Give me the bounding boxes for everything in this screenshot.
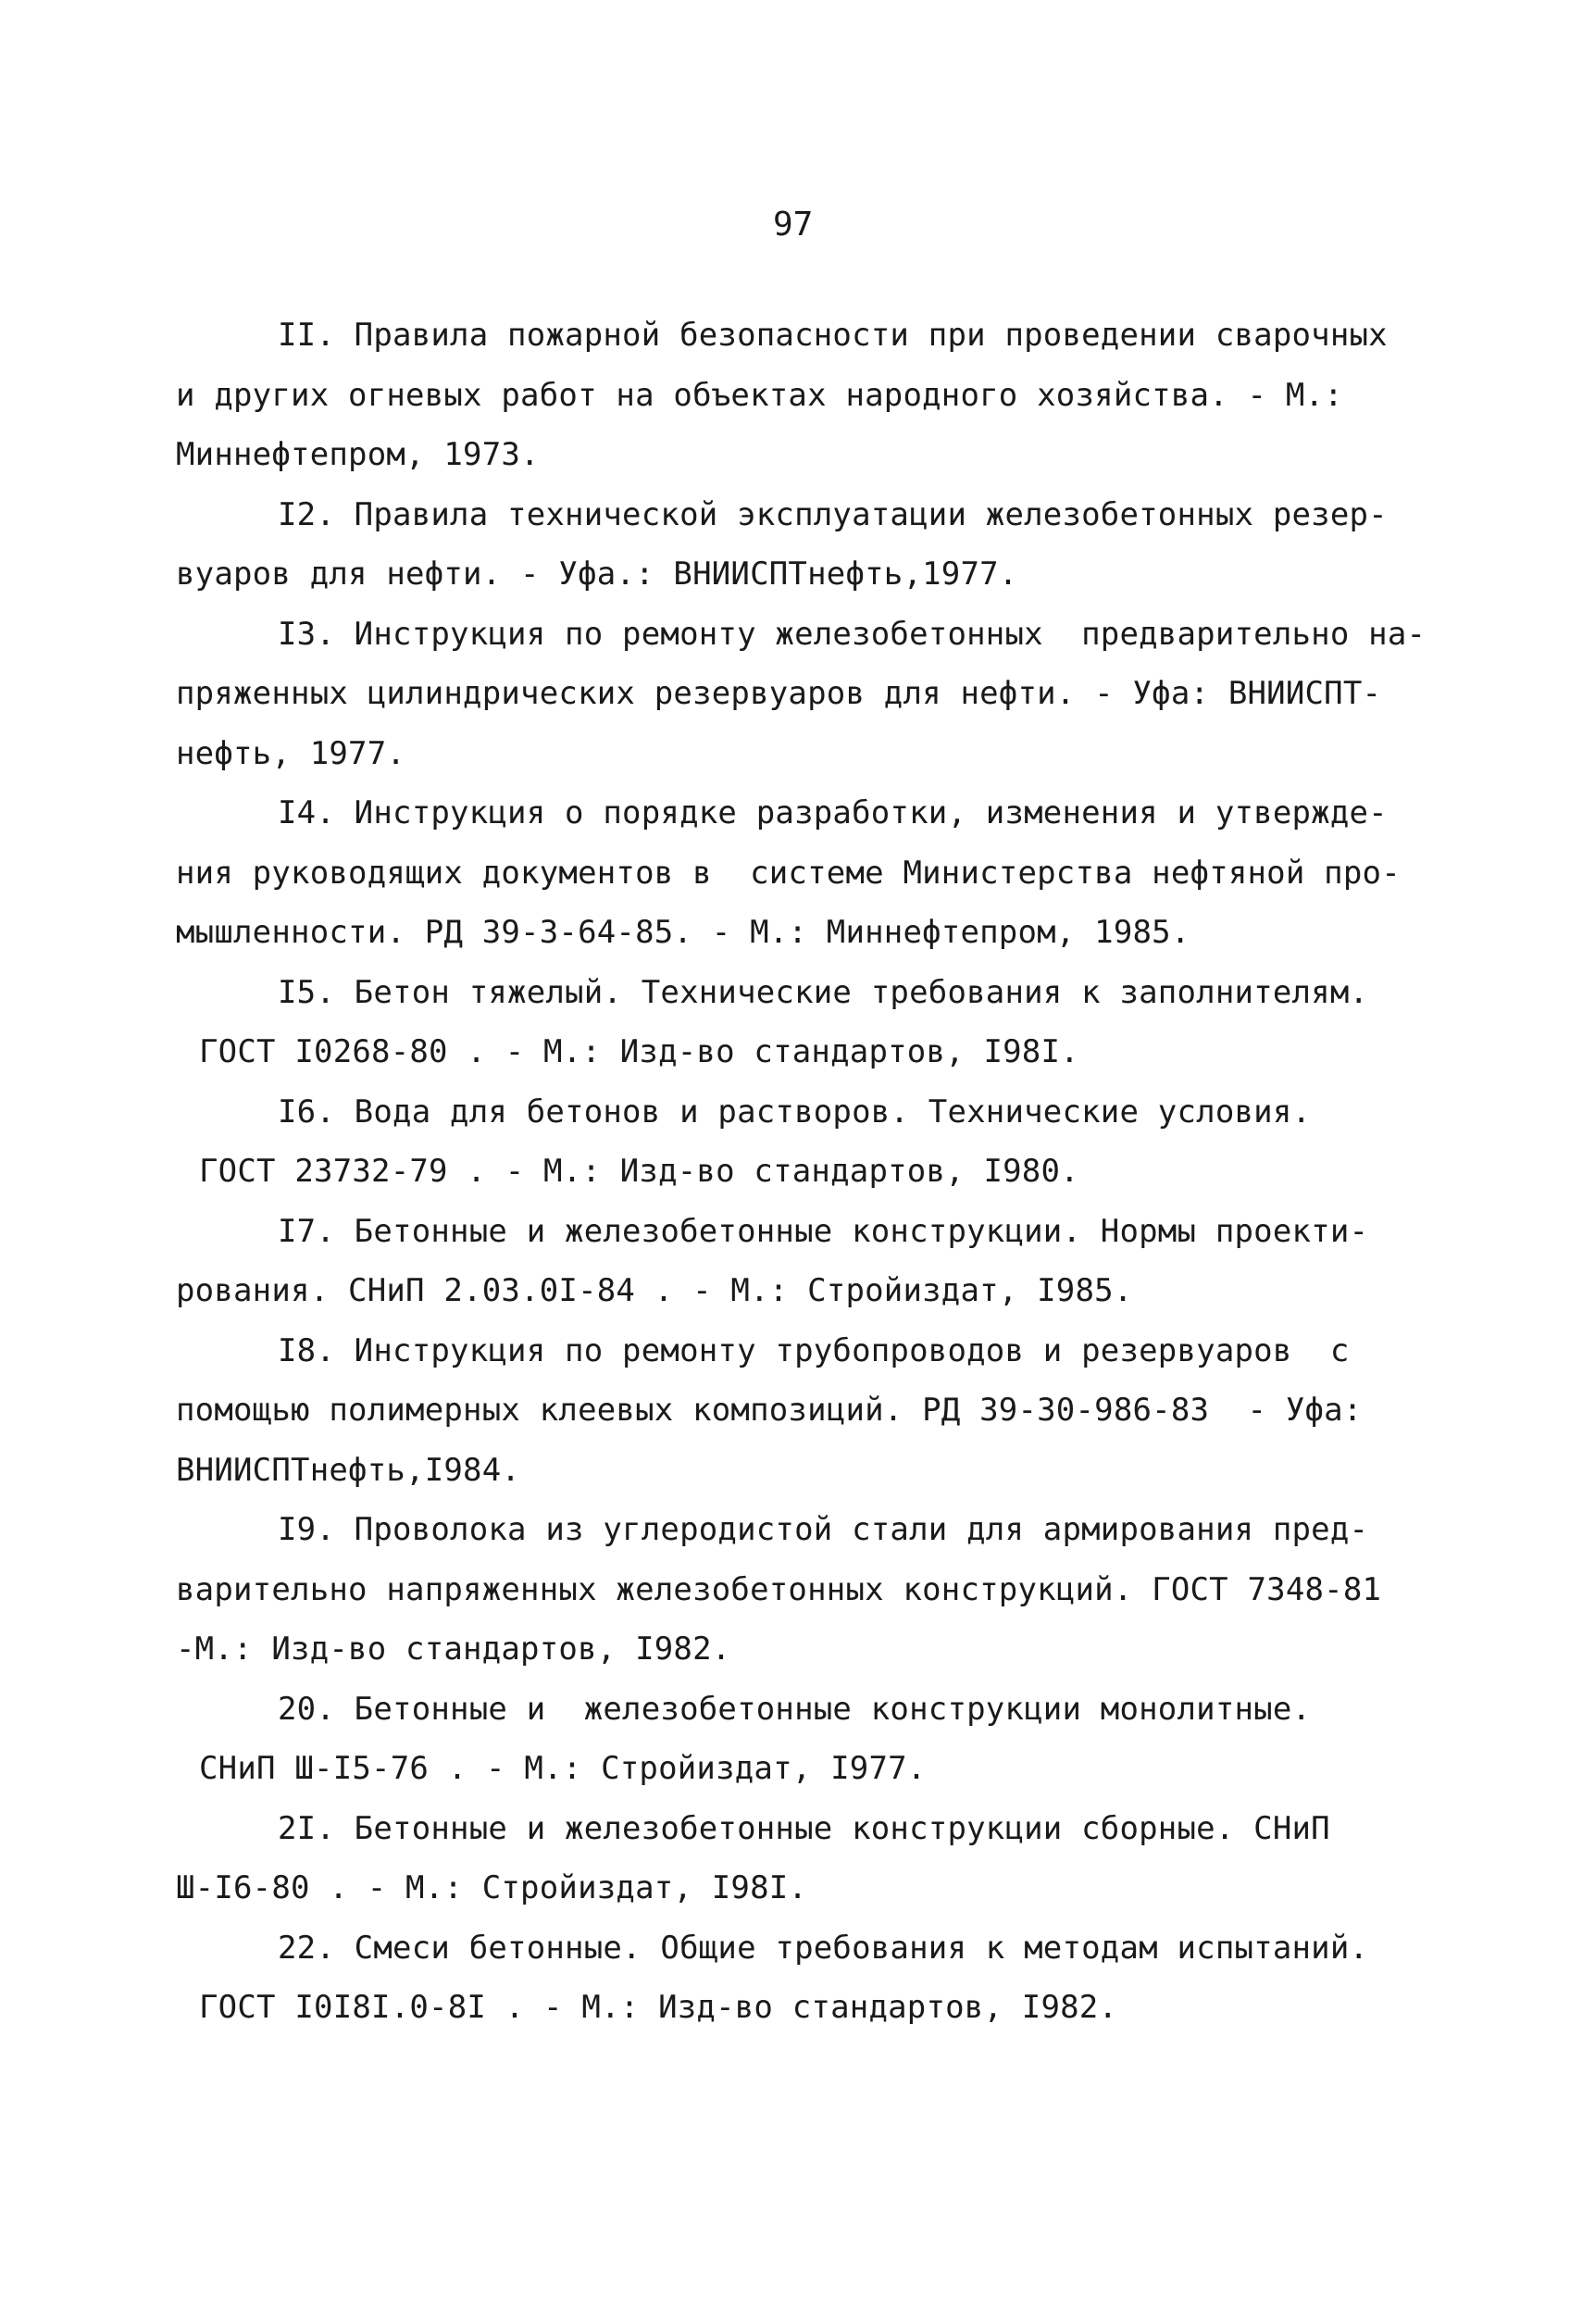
reference-item-14 [176, 783, 1416, 963]
reference-line: I9. Проволока из углеродистой стали для армирования пред- [278, 1511, 1369, 1548]
reference-line: -М.: Изд-во стандартов, I982. [176, 1631, 731, 1668]
reference-item-17 [176, 1202, 1416, 1321]
reference-item-19 [176, 1500, 1416, 1680]
reference-item-18 [176, 1321, 1416, 1501]
reference-line: Миннефтепром, 1973. [176, 436, 540, 473]
reference-item-21 [176, 1799, 1416, 1918]
reference-line: помощью полимерных клеевых композиций. РД 39-30-986-83 - Уфа: [176, 1392, 1363, 1429]
reference-line: ГОСТ I0I8I.0-8I . - М.: Изд-во стандартов, I982. [199, 1989, 1118, 2026]
reference-line: варительно напряженных железобетонных конструкций. ГОСТ 7348-81 [176, 1570, 1382, 1608]
reference-item-11 [176, 306, 1416, 485]
reference-line: ГОСТ 23732-79 . - М.: Изд-во стандартов, I980. [199, 1153, 1079, 1190]
reference-line: I5. Бетон тяжелый. Технические требования к заполнителям. [278, 973, 1369, 1011]
reference-item-20 [176, 1680, 1416, 1799]
reference-line: рования. СНиП 2.03.0I-84 . - М.: Стройиздат, I985. [176, 1272, 1133, 1309]
reference-line: I4. Инструкция о порядке разработки, изменения и утвержде- [278, 794, 1388, 831]
reference-line: мышленности. РД 39-3-64-85. - М.: Миннефтепром, 1985. [176, 914, 1190, 951]
reference-item-22 [176, 1918, 1416, 2038]
reference-line: 22. Смеси бетонные. Общие требования к методам испытаний. [278, 1929, 1369, 1967]
reference-list [176, 306, 1427, 2038]
reference-line: СНиП Ш-I5-76 . - М.: Стройиздат, I977. [199, 1750, 927, 1787]
reference-line: и других огневых работ на объектах народного хозяйства. - М.: [176, 376, 1343, 414]
reference-line: ГОСТ I0268-80 . - М.: Изд-во стандартов, I98I. [199, 1033, 1079, 1070]
reference-line: ВНИИСПТнефть,I984. [176, 1451, 521, 1489]
reference-item-13 [176, 605, 1427, 784]
reference-line: I8. Инструкция по ремонту трубопроводов и резервуаров с [278, 1331, 1350, 1369]
reference-line: ния руководящих документов в системе Министерства нефтяной про- [176, 854, 1401, 892]
reference-line: I2. Правила технической эксплуатации железобетонных резер- [278, 495, 1388, 533]
reference-line: 20. Бетонные и железобетонные конструкции монолитные. [278, 1690, 1312, 1728]
reference-line: I6. Вода для бетонов и растворов. Технические условия. [278, 1093, 1312, 1131]
reference-line: I7. Бетонные и железобетонные конструкции. Нормы проекти- [278, 1212, 1369, 1250]
page-number: 97 [773, 206, 814, 244]
reference-line: II. Правила пожарной безопасности при проведении сварочных [278, 317, 1388, 354]
reference-line: нефть, 1977. [176, 734, 406, 772]
reference-line: I3. Инструкция по ремонту железобетонных предварительно на- [278, 615, 1427, 653]
reference-line: 2I. Бетонные и железобетонные конструкции сборные. СНиП [278, 1809, 1330, 1847]
reference-line: пряженных цилиндрических резервуаров для нефти. - Уфа: ВНИИСПТ- [176, 675, 1382, 712]
reference-item-16 [176, 1082, 1416, 1202]
reference-item-15 [176, 963, 1416, 1082]
reference-line: вуаров для нефти. - Уфа.: ВНИИСПТнефть,1977. [176, 556, 1018, 593]
reference-item-12 [176, 485, 1416, 605]
reference-line: Ш-I6-80 . - М.: Стройиздат, I98I. [176, 1869, 808, 1906]
